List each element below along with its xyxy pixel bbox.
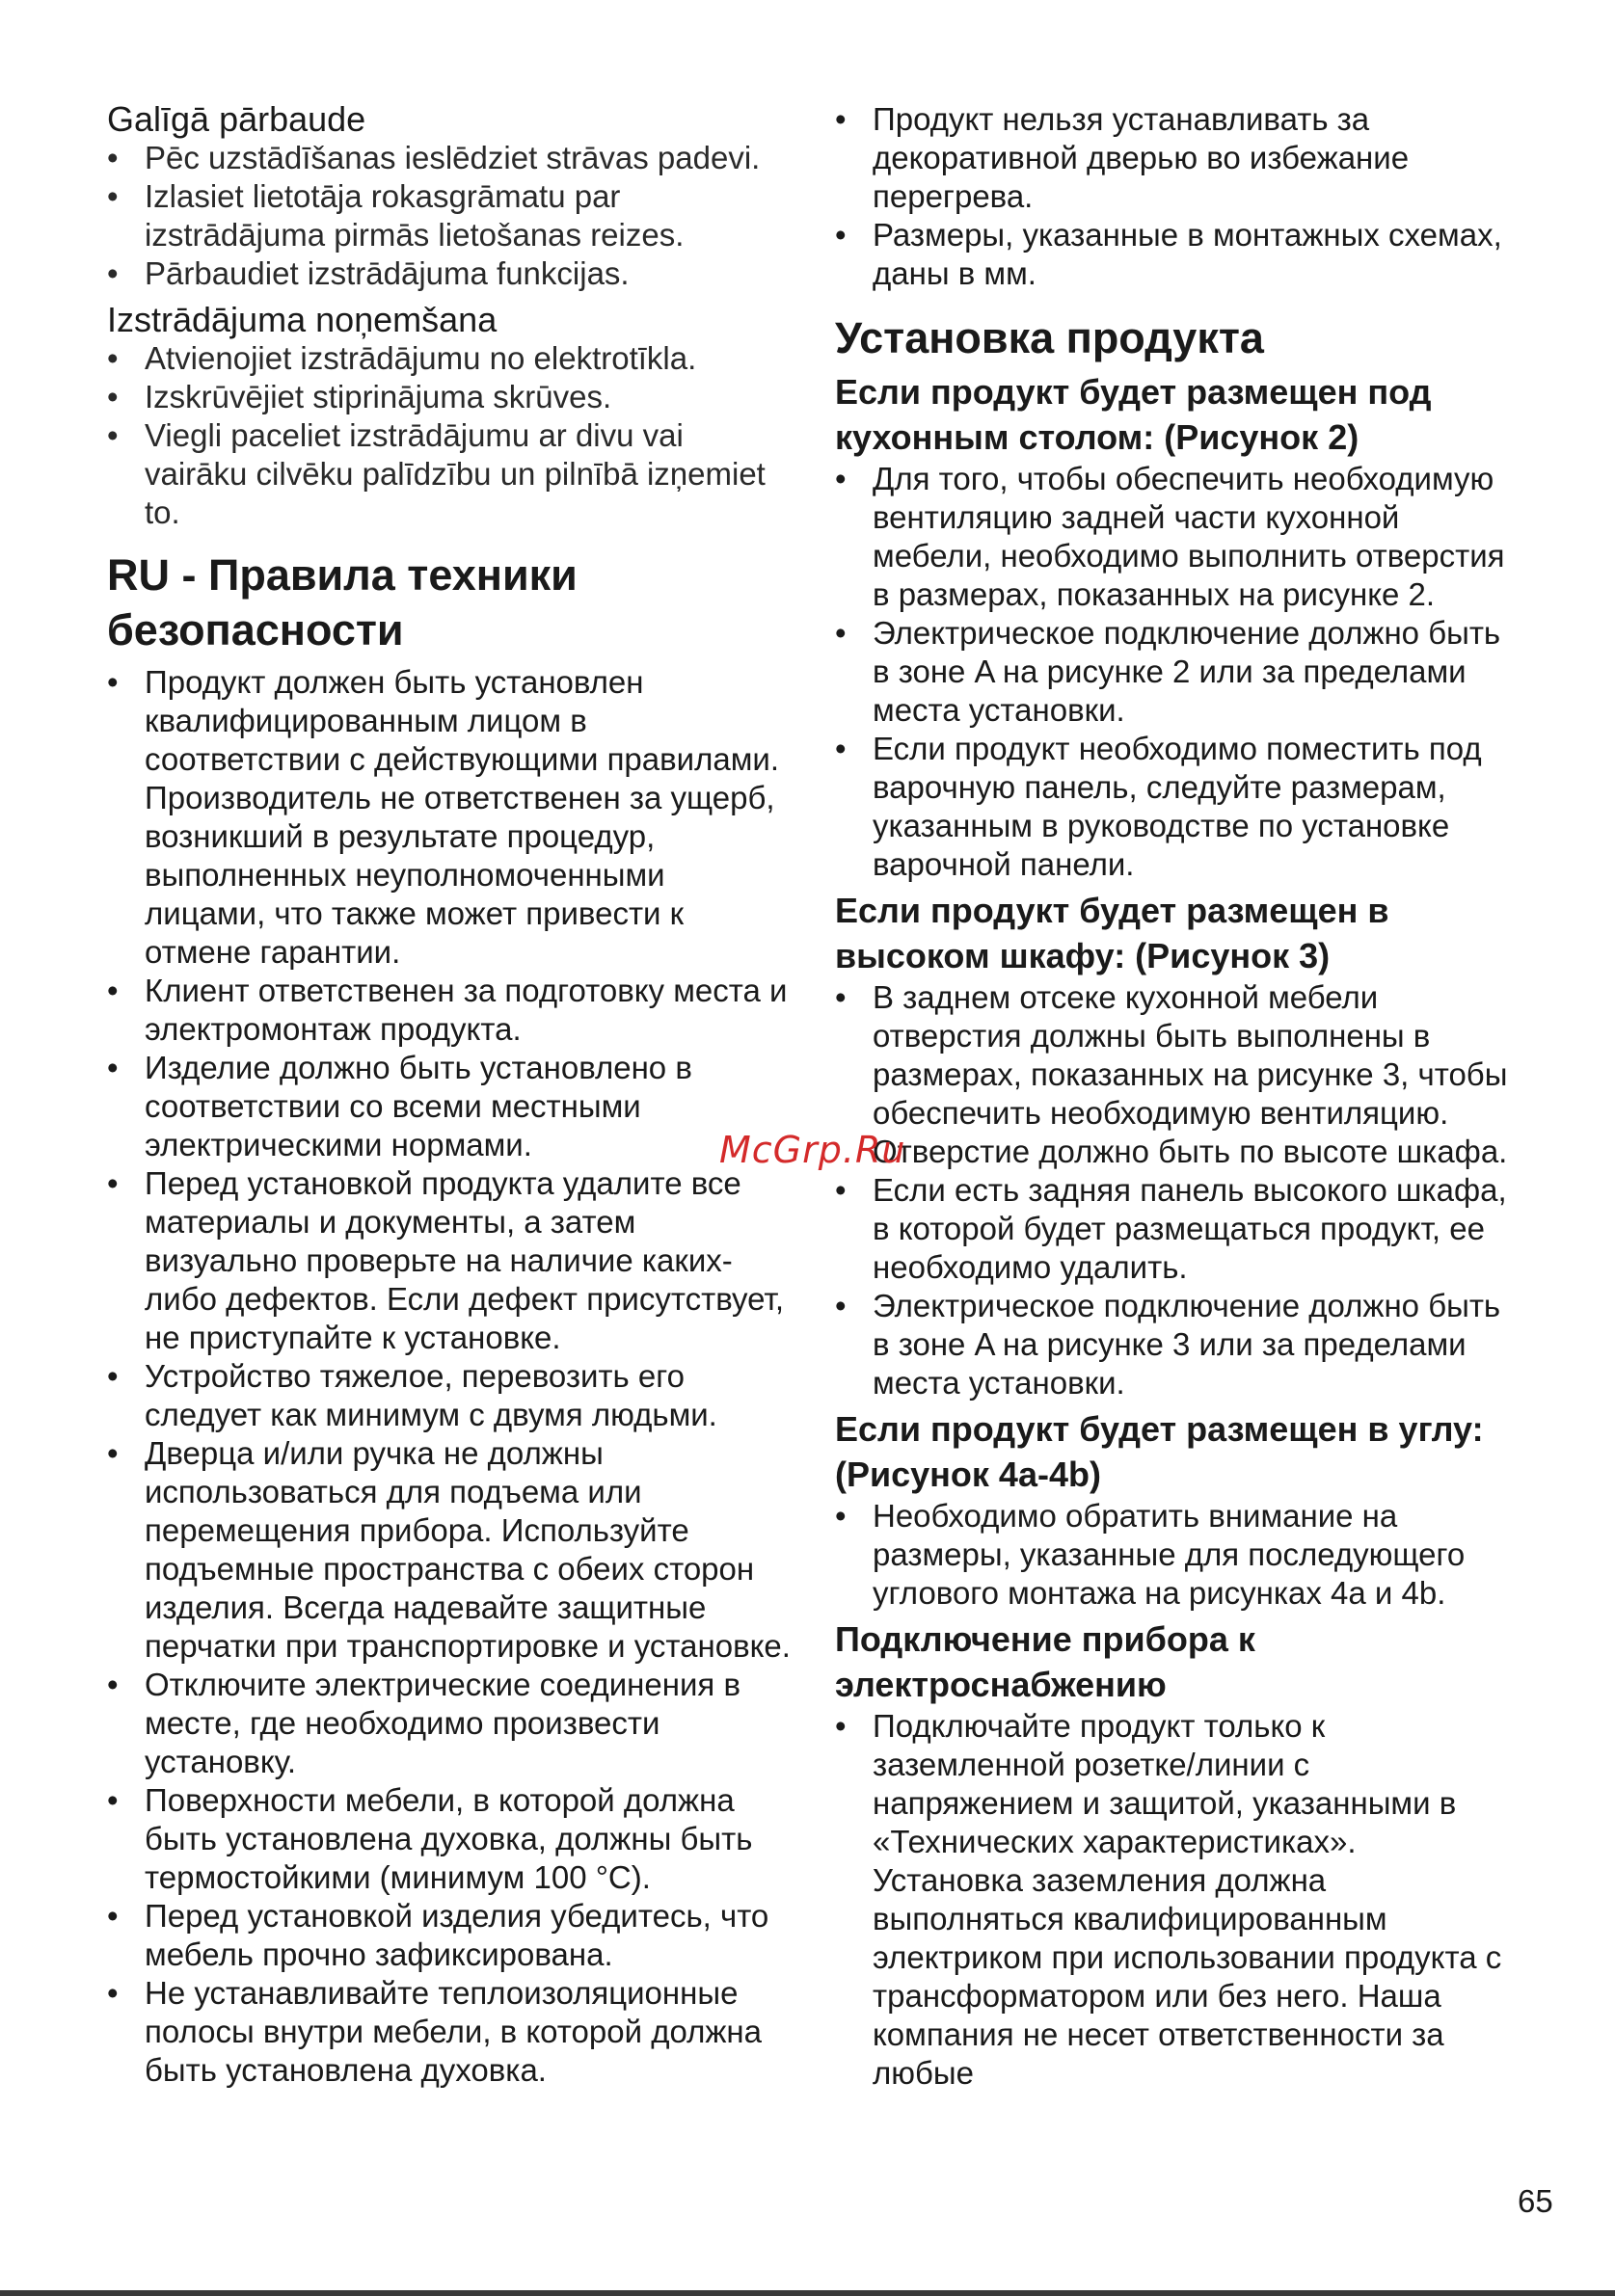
corner-list [835, 1497, 1510, 1613]
list-item: • Если есть задняя панель высокого шкафа, в которой будет размещаться продукт, ее необходимо удалить. [835, 1171, 1510, 1287]
list-item: • Перед установкой изделия убедитесь, что мебель прочно зафиксирована. [107, 1897, 792, 1974]
list-item: • Необходимо обратить внимание на размеры, указанные для последующего углового монтажа на рисунках 4a и 4b. [835, 1497, 1510, 1613]
under-counter-heading: Если продукт будет размещен под кухонным столом: (Рисунок 2) [835, 372, 1432, 457]
list-item: • Если продукт необходимо поместить под варочную панель, следуйте размерам, указанным в руководстве по установке варочной панели. [835, 730, 1510, 884]
list-item: • Клиент ответственен за подготовку места и электромонтаж продукта. [107, 972, 792, 1049]
corner-heading: Если продукт будет размещен в углу: (Рисунок 4a-4b) [835, 1409, 1484, 1494]
list-item: • Размеры, указанные в монтажных схемах, даны в мм. [835, 216, 1510, 293]
list-item: • Поверхности мебели, в которой должна быть установлена духовка, должны быть термостойкими (минимум 100 °C). [107, 1781, 792, 1897]
tall-cabinet-heading: Если продукт будет размещен в высоком шкафу: (Рисунок 3) [835, 891, 1389, 975]
list-item: • Электрическое подключение должно быть в зоне A на рисунке 2 или за пределами места установки. [835, 614, 1510, 730]
list-item: • Pēc uzstādīšanas ieslēdziet strāvas padevi. [107, 139, 792, 177]
power-heading: Подключение прибора к электроснабжению [835, 1619, 1255, 1704]
removal-list [107, 339, 792, 532]
list-item: • Izlasiet lietotāja rokasgrāmatu par izstrādājuma pirmās lietošanas reizes. [107, 177, 792, 254]
list-item: • Устройство тяжелое, перевозить его следует как минимум с двумя людьми. [107, 1357, 792, 1434]
footer-rule [0, 2290, 1615, 2296]
right-column [835, 100, 1510, 2093]
tall-cabinet-list [835, 978, 1510, 1402]
list-item: • Izskrūvējiet stiprinājuma skrūves. [107, 378, 792, 416]
list-item: • Изделие должно быть установлено в соответствии со всеми местными электрическими нормами. [107, 1049, 792, 1164]
left-column [107, 100, 792, 2090]
list-item: • Отключите электрические соединения в месте, где необходимо произвести установку. [107, 1666, 792, 1781]
ru-safety-heading: RU - Правила техники безопасности [107, 550, 578, 654]
list-item: • Дверца и/или ручка не должны использоваться для подъема или перемещения прибора. Используйте подъемные пространства с обеих сторон изделия. Всегда надевайте защитные перчатки при транспортировке и установке. [107, 1434, 792, 1666]
list-item: • Atvienojiet izstrādājumu no elektrotīkla. [107, 339, 792, 378]
list-item: • Для того, чтобы обеспечить необходимую вентиляцию задней части кухонной мебели, необходимо выполнить отверстия в размерах, показанных на рисунке 2. [835, 460, 1510, 614]
list-item: • Перед установкой продукта удалите все материалы и документы, а затем визуально проверьте на наличие каких-либо дефектов. Если дефект присутствует, не приступайте к установке. [107, 1164, 792, 1357]
list-item: • Viegli paceliet izstrādājumu ar divu vai vairāku cilvēku palīdzību un pilnībā izņemiet to. [107, 416, 792, 532]
ru-safety-list [107, 663, 792, 2090]
page-number: 65 [1518, 2183, 1553, 2219]
list-item: • В заднем отсеке кухонной мебели отверстия должны быть выполнены в размерах, показанных на рисунке 3, чтобы обеспечить необходимую вентиляцию. Отверстие должно быть по высоте шкафа. [835, 978, 1510, 1171]
installation-heading: Установка продукта [835, 313, 1264, 362]
final-check-list [107, 139, 792, 293]
list-item: • Продукт должен быть установлен квалифицированным лицом в соответствии с действующими правилами. Производитель не ответственен за ущерб, возникший в результате процедур, выполненных неуполномоченными лицами, что также может привести к отмене гарантии. [107, 663, 792, 972]
list-item: • Pārbaudiet izstrādājuma funkcijas. [107, 254, 792, 293]
watermark: McGrp.Ru [719, 1129, 906, 1171]
removal-heading: Izstrādājuma noņemšana [107, 300, 498, 339]
power-list [835, 1707, 1510, 2093]
list-item: • Продукт нельзя устанавливать за декоративной дверью во избежание перегрева. [835, 100, 1510, 216]
ru-safety-continued-list [835, 100, 1510, 293]
final-check-heading: Galīgā pārbaude [107, 99, 366, 139]
list-item: • Электрическое подключение должно быть в зоне A на рисунке 3 или за пределами места установки. [835, 1287, 1510, 1402]
list-item: • Подключайте продукт только к заземленной розетке/линии с напряжением и защитой, указанными в «Технических характеристиках». Установка заземления должна выполняться квалифицированным электриком при использовании продукта с трансформатором или без него. Наша компания не несет ответственности за любые [835, 1707, 1510, 2093]
list-item: • Не устанавливайте теплоизоляционные полосы внутри мебели, в которой должна быть установлена духовка. [107, 1974, 792, 2090]
under-counter-list [835, 460, 1510, 884]
